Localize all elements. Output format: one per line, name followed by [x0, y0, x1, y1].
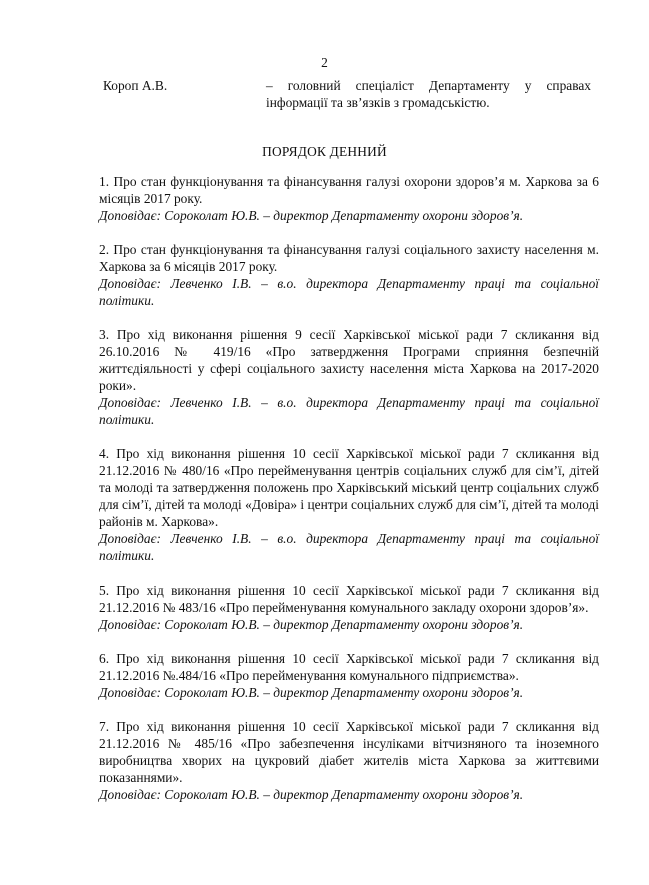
agenda-item-1 [99, 173, 599, 224]
agenda-item-6 [99, 650, 599, 701]
agenda-item-text: 4. Про хід виконання рішення 10 сесії Харківської міської ради 7 скликання від 21.12.2016 № 480/16 «Про перейменування центрів соціальних служб для сім’ї, дітей та молоді та затвердження положень про Харківський міський центр соціальних служб для сім’ї, дітей та молоді «Довіра» і центри соціальних служб для сім’ї, дітей та молоді районів м. Харкова». [99, 446, 599, 529]
agenda-item-speaker: Доповідає: Сороколат Ю.В. – директор Департаменту охорони здоров’я. [99, 685, 524, 700]
attendee-name: Короп А.В. [103, 78, 168, 93]
agenda-item-speaker: Доповідає: Левченко І.В. – в.о. директора Департаменту праці та соціальної політики. [99, 276, 599, 308]
attendee-role: – головний спеціаліст Департаменту у справах інформації та зв’язків з громадськістю. [266, 78, 591, 110]
agenda-item-text: 7. Про хід виконання рішення 10 сесії Харківської міської ради 7 скликання від 21.12.2016 № 485/16 «Про забезпечення інсуліками вітчизняного та іноземного виробництва хворих на цукровий діабет жителів міста Харкова за життєвими показаннями». [99, 719, 599, 785]
agenda-item-speaker: Доповідає: Левченко І.В. – в.о. директора Департаменту праці та соціальної політики. [99, 395, 599, 427]
agenda-item-text: 3. Про хід виконання рішення 9 сесії Харківської міської ради 7 скликання від 26.10.2016 № 419/16 «Про затвердження Програми сприяння безпечній життєдіяльності у сфері соціального захисту населення міста Харкова на 2017-2020 роки». [99, 327, 599, 393]
agenda-item-text: 5. Про хід виконання рішення 10 сесії Харківської міської ради 7 скликання від 21.12.2016 № 483/16 «Про перейменування комунального закладу охорони здоров’я». [99, 583, 599, 615]
agenda-item-text: 1. Про стан функціонування та фінансування галузі охорони здоров’я м. Харкова за 6 місяців 2017 року. [99, 174, 599, 206]
agenda-list [99, 173, 599, 820]
agenda-item-2 [99, 241, 599, 309]
agenda-item-3 [99, 326, 599, 428]
agenda-item-4 [99, 445, 599, 564]
agenda-item-speaker: Доповідає: Сороколат Ю.В. – директор Департаменту охорони здоров’я. [99, 208, 524, 223]
agenda-item-7 [99, 718, 599, 803]
page-number: 2 [321, 55, 328, 70]
agenda-item-speaker: Доповідає: Левченко І.В. – в.о. директора Департаменту праці та соціальної політики. [99, 531, 599, 563]
attendee-entry [103, 77, 593, 117]
agenda-item-text: 6. Про хід виконання рішення 10 сесії Харківської міської ради 7 скликання від 21.12.2016 №.484/16 «Про перейменування комунального підприємства». [99, 651, 599, 683]
agenda-title: ПОРЯДОК ДЕННИЙ [262, 144, 387, 159]
agenda-item-5 [99, 582, 599, 633]
agenda-item-speaker: Доповідає: Сороколат Ю.В. – директор Департаменту охорони здоров’я. [99, 617, 524, 632]
agenda-item-text: 2. Про стан функціонування та фінансування галузі соціального захисту населення м. Харкова за 6 місяців 2017 року. [99, 242, 599, 274]
agenda-item-speaker: Доповідає: Сороколат Ю.В. – директор Департаменту охорони здоров’я. [99, 787, 524, 802]
